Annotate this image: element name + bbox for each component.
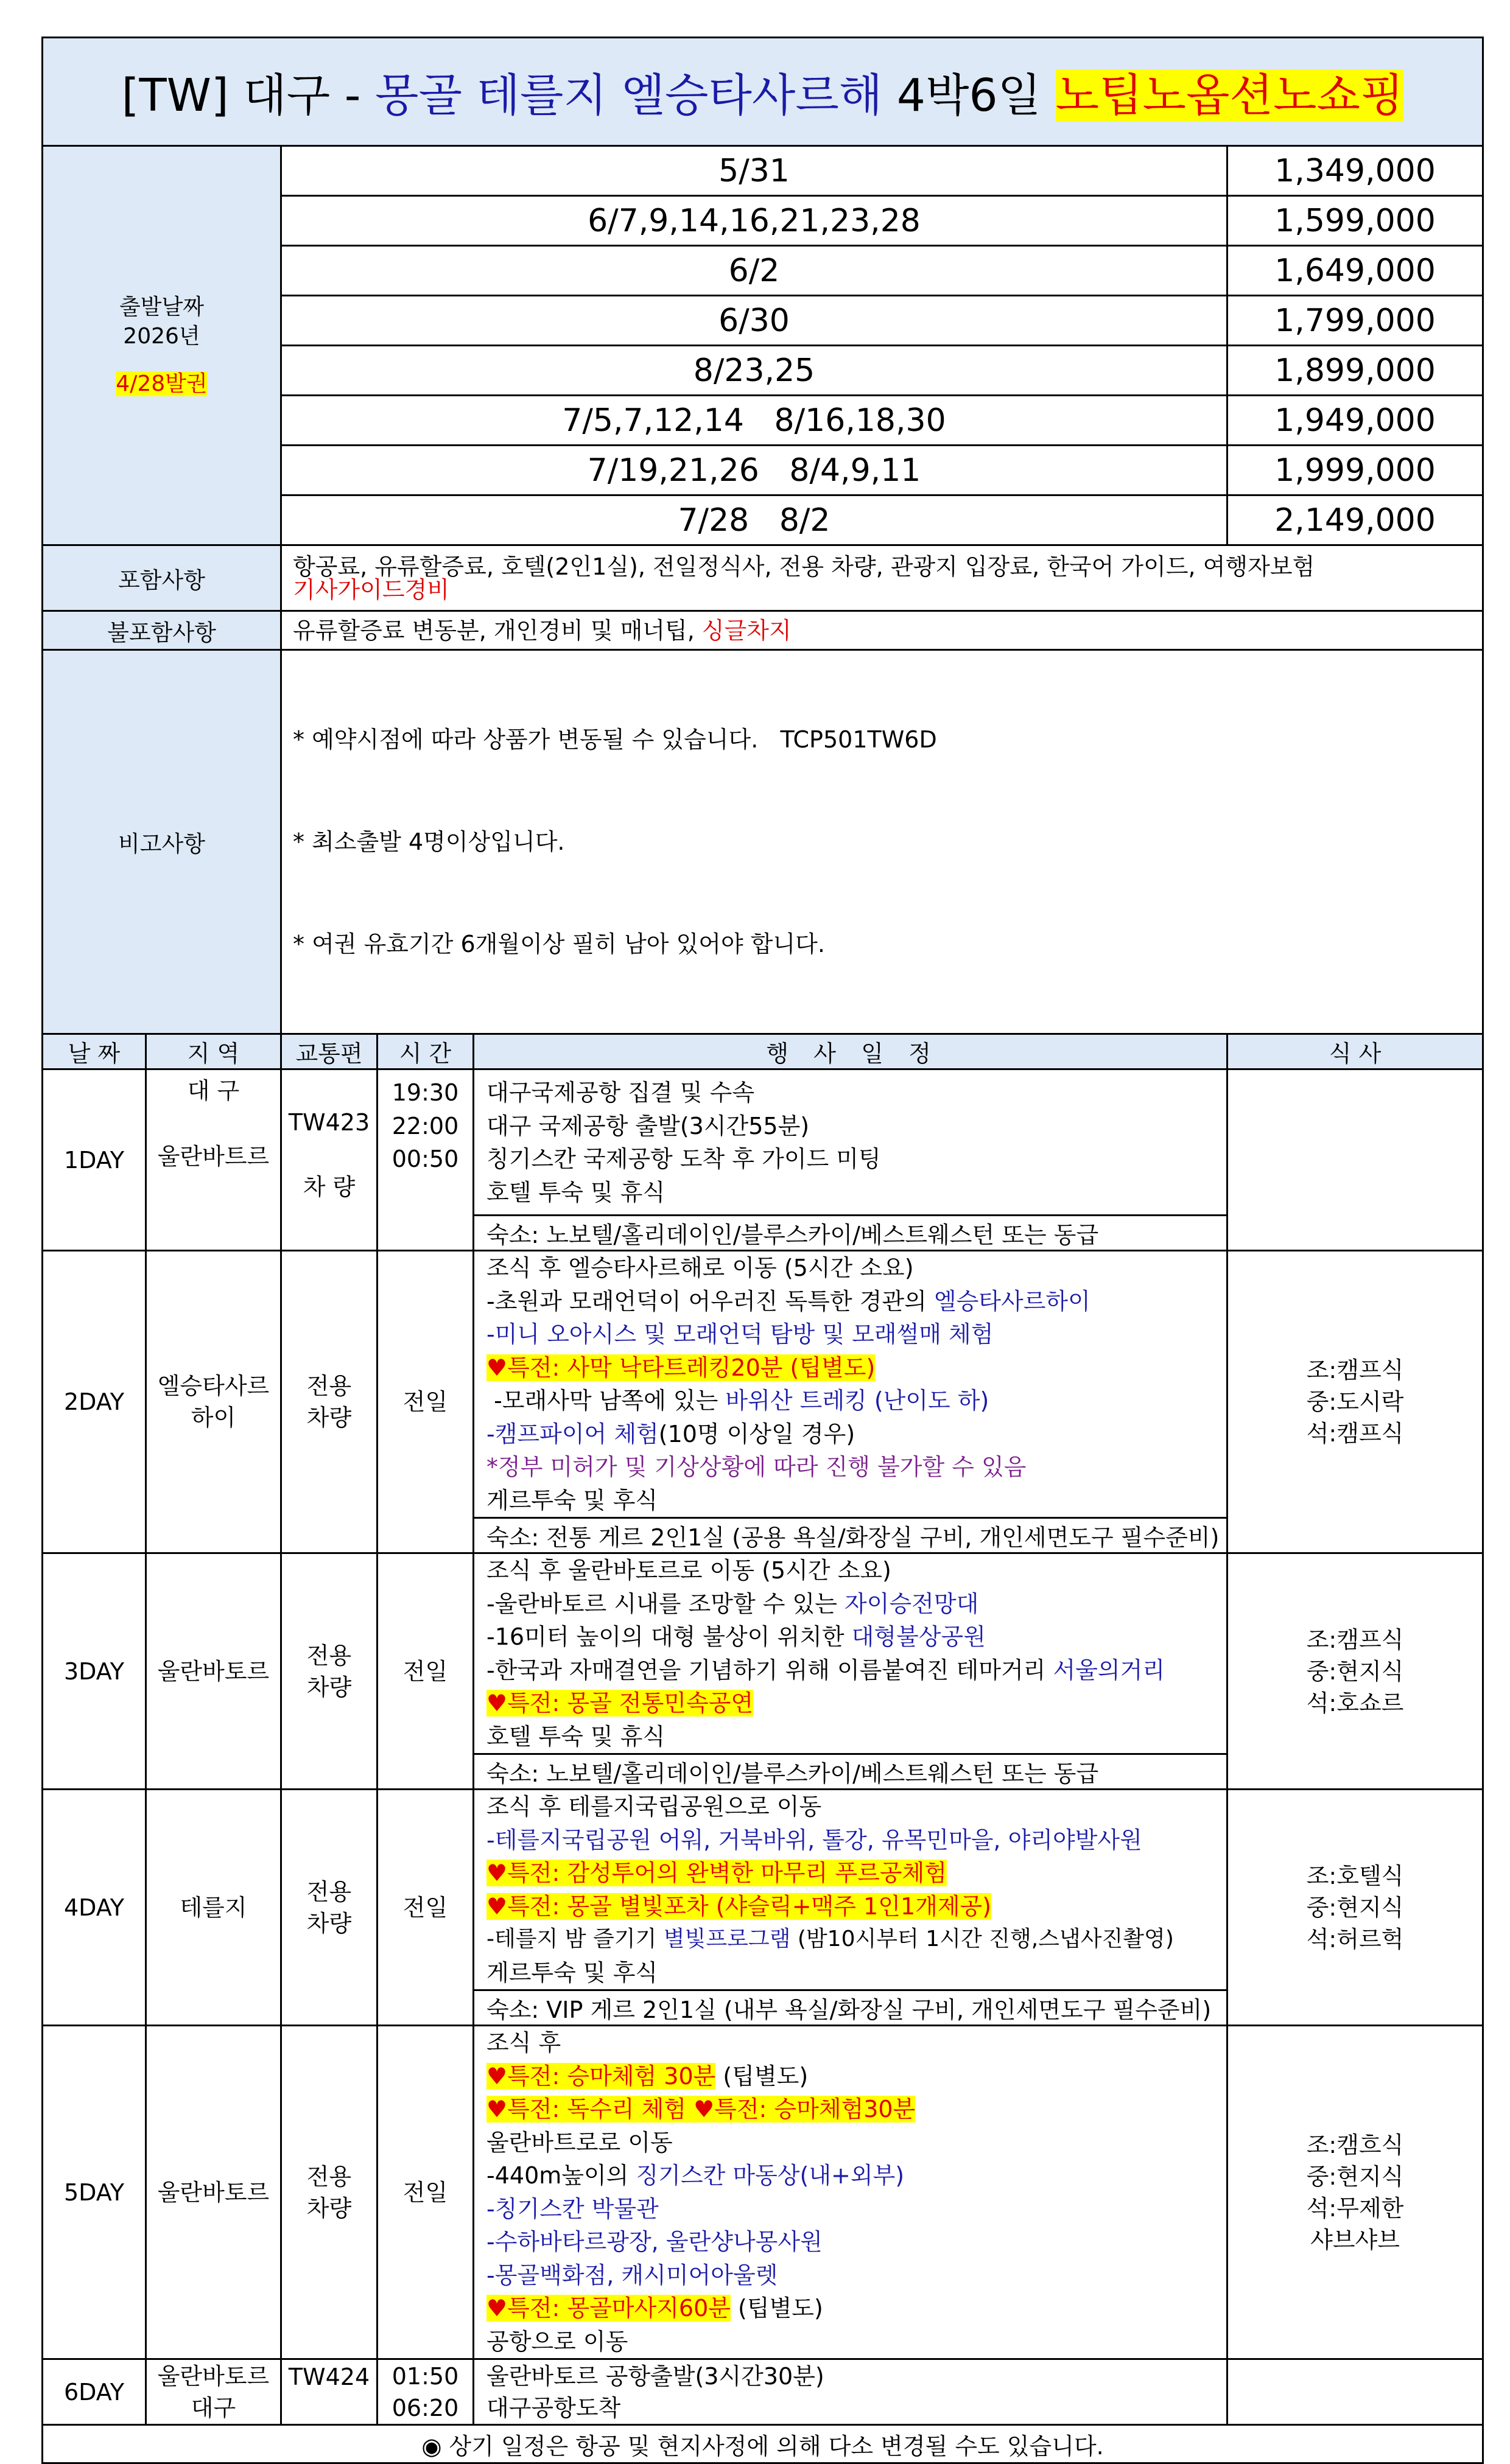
departure-price: 2,149,000 xyxy=(1227,495,1483,545)
day4-region: 테를지 xyxy=(146,1790,281,2026)
departure-price: 1,649,000 xyxy=(1227,246,1483,296)
schedule-line: 조식 후 테를지국립공원으로 이동 xyxy=(486,1793,822,1820)
departure-dates: 8/23,25 xyxy=(281,346,1227,396)
schedule-line: 공항으로 이동 xyxy=(486,2328,628,2355)
transport-type: 차 량 xyxy=(303,1174,356,1200)
attraction-name: 서울의거리 xyxy=(1053,1656,1165,1684)
note-line: * 예약시점에 따라 상품가 변동될 수 있습니다. TCP501TW6D xyxy=(293,726,937,753)
header-meals: 식 사 xyxy=(1227,1034,1483,1069)
schedule-line: 칭기스칸 국제공항 도착 후 가이드 미팅 xyxy=(486,1146,881,1172)
day1-transport xyxy=(281,1069,378,1251)
special-benefit: ♥특전: 몽골 전통민속공연 xyxy=(486,1690,754,1717)
itinerary-table xyxy=(41,37,1484,2464)
departure-price: 1,349,000 xyxy=(1227,146,1483,196)
meal-item: 석:무제한 xyxy=(1306,2194,1404,2222)
flight-number: TW423 xyxy=(288,1109,370,1136)
day4-meals xyxy=(1227,1790,1483,2026)
schedule-line: 울란바트로로 이동 xyxy=(486,2129,673,2156)
ticket-note: 4/28발권 xyxy=(116,371,208,396)
attraction-list: -테를지국립공원 어워, 거북바위, 톨강, 유목민마을, 야리야발사원 xyxy=(486,1826,1142,1853)
schedule-notice: *정부 미허가 및 기상상황에 따라 진행 불가할 수 있음 xyxy=(486,1454,1027,1480)
day6-row xyxy=(43,2359,1483,2425)
meal-item: 조:캠프식 xyxy=(1306,1357,1404,1384)
meal-item: 중:현지식 xyxy=(1306,1894,1404,1921)
included-value xyxy=(281,545,1483,611)
schedule-line: (밤10시부터 1시간 진행,스냅사진촬영) xyxy=(790,1927,1174,1951)
schedule-line: -한국과 자매결연을 기념하기 위해 이름붙여진 테마거리 xyxy=(486,1656,1053,1684)
header-region: 지 역 xyxy=(146,1034,281,1069)
schedule-line: (10명 이상일 경우) xyxy=(658,1420,855,1447)
schedule-line: 대구 국제공항 출발(3시간55분) xyxy=(486,1112,810,1139)
meal-item: 석:캠프식 xyxy=(1306,1420,1404,1447)
schedule-line: -울란바토르 시내를 조망할 수 있는 xyxy=(486,1590,845,1617)
schedule-line: -16미터 높이의 대형 불상이 위치한 xyxy=(486,1623,852,1650)
day4-row xyxy=(43,1790,1483,1990)
day4-time: 전일 xyxy=(378,1790,474,2026)
day6-schedule xyxy=(474,2359,1227,2425)
special-benefit: ♥특전: 몽골 별빛포차 (샤슬릭+맥주 1인1개제공) xyxy=(486,1892,992,1920)
day1-schedule xyxy=(474,1069,1227,1216)
day2-meals xyxy=(1227,1251,1483,1553)
included-text: 항공료, 유류할증료, 호텔(2인1실), 전일정식사, 전용 차량, 관광지 입장료, 한국어 가이드, 여행자보험 xyxy=(293,553,1315,580)
special-benefit: ♥특전: 감성투어의 완벽한 마무리 푸르공체험 xyxy=(486,1860,947,1886)
special-benefit: ♥특전: 사막 낙타트레킹20분 (팁별도) xyxy=(486,1354,876,1381)
day1-times xyxy=(378,1069,474,1251)
special-benefit: ♥특전: 승마체험 30분 xyxy=(486,2062,716,2090)
departure-price: 1,949,000 xyxy=(1227,396,1483,446)
schedule-line: 게르투숙 및 후식 xyxy=(486,1959,658,1986)
schedule-line: 울란바토르 공항출발(3시간30분) xyxy=(486,2362,824,2390)
schedule-line: -모래사막 남쪽에 있는 xyxy=(486,1387,726,1414)
departure-dates: 6/30 xyxy=(281,296,1227,346)
region-destination: 울란바트르 xyxy=(157,1143,270,1170)
header-schedule: 행 사 일 정 xyxy=(474,1034,1227,1069)
schedule-line: 조식 후 xyxy=(486,2029,561,2056)
day5-transport: 전용차량 xyxy=(281,2026,378,2359)
attraction-name: -칭기스칸 박물관 xyxy=(486,2195,659,2222)
itinerary-sheet xyxy=(41,37,1482,2464)
attraction-name: 엘승타사르하이 xyxy=(933,1287,1090,1315)
schedule-line: -테를지 밤 즐기기 xyxy=(486,1927,664,1951)
day3-region: 울란바토르 xyxy=(146,1553,281,1790)
day5-meals xyxy=(1227,2026,1483,2359)
time-value: 19:30 xyxy=(392,1079,459,1106)
day1-row xyxy=(43,1069,1483,1216)
departure-label xyxy=(43,146,281,545)
schedule-header-row xyxy=(43,1034,1483,1069)
excluded-label: 불포함사항 xyxy=(43,611,281,650)
attraction-name: 징기스칸 마동상(내+외부) xyxy=(636,2162,905,2189)
schedule-line: 조식 후 울란바토르로 이동 (5시간 소요) xyxy=(486,1557,891,1584)
day3-schedule xyxy=(474,1553,1227,1754)
time-value: 01:50 xyxy=(392,2362,459,2390)
title-route: 몽골 테를지 엘승타사르해 xyxy=(375,69,883,122)
title-prefix: [TW] 대구 - xyxy=(121,69,375,122)
day-label: 3DAY xyxy=(43,1553,146,1790)
attraction-name: 바위산 트레킹 (난이도 하) xyxy=(725,1387,989,1414)
meal-item: 샤브샤브 xyxy=(1310,2226,1400,2253)
day3-transport: 전용차량 xyxy=(281,1553,378,1790)
lodging-info: 숙소: VIP 게르 2인1실 (내부 욕실/화장실 구비, 개인세면도구 필수준비) xyxy=(474,1990,1227,2026)
day1-region xyxy=(146,1069,281,1251)
header-transport: 교통편 xyxy=(281,1034,378,1069)
day5-row xyxy=(43,2026,1483,2359)
meal-item: 석:허르헉 xyxy=(1306,1925,1404,1953)
lodging-info: 숙소: 노보텔/홀리데이인/블루스카이/베스트웨스턴 또는 동급 xyxy=(474,1216,1227,1251)
meal-item: 중:현지식 xyxy=(1306,1657,1404,1685)
schedule-line: 대구국제공항 집결 및 수속 xyxy=(486,1079,755,1106)
note-line: * 최소출발 4명이상입니다. xyxy=(293,828,565,855)
lodging-info: 숙소: 전통 게르 2인1실 (공용 욕실/화장실 구비, 개인세면도구 필수준비) xyxy=(474,1518,1227,1553)
header-time: 시 간 xyxy=(378,1034,474,1069)
day-label: 1DAY xyxy=(43,1069,146,1251)
excluded-value xyxy=(281,611,1483,650)
departure-dates: 6/7,9,14,16,21,23,28 xyxy=(281,196,1227,246)
day4-transport: 전용차량 xyxy=(281,1790,378,2026)
departure-price: 1,799,000 xyxy=(1227,296,1483,346)
schedule-line: -440m높이의 xyxy=(486,2162,636,2189)
meal-item: 조:캠프식 xyxy=(1306,1626,1404,1653)
departure-price: 1,599,000 xyxy=(1227,196,1483,246)
meal-item: 조:캠흐식 xyxy=(1306,2131,1404,2158)
day6-times xyxy=(378,2359,474,2425)
departure-price: 1,999,000 xyxy=(1227,446,1483,495)
schedule-line: 조식 후 엘승타사르해로 이동 (5시간 소요) xyxy=(486,1255,914,1281)
day4-schedule xyxy=(474,1790,1227,1990)
schedule-line: -초원과 모래언덕이 어우러진 독특한 경관의 xyxy=(486,1287,934,1315)
attraction-name: 별빛프로그램 xyxy=(663,1927,791,1951)
meal-item: 조:호텔식 xyxy=(1306,1862,1404,1889)
footer-notice: ◉ 상기 일정은 항공 및 현지사정에 의해 다소 변경될 수도 있습니다. xyxy=(43,2425,1483,2463)
departure-dates: 6/2 xyxy=(281,246,1227,296)
departure-dates: 7/19,21,26 8/4,9,11 xyxy=(281,446,1227,495)
day2-row xyxy=(43,1251,1483,1518)
day3-row xyxy=(43,1553,1483,1754)
schedule-line: (팁별도) xyxy=(715,2062,809,2090)
departure-price: 1,899,000 xyxy=(1227,346,1483,396)
meal-item: 중:도시락 xyxy=(1306,1388,1404,1415)
attraction-name: -수하바타르광장, 울란샹나몽사원 xyxy=(486,2228,823,2255)
schedule-line: 호텔 투숙 및 휴식 xyxy=(486,1178,665,1206)
region-destination: 대구 xyxy=(191,2394,236,2421)
region-origin: 울란바토르 xyxy=(157,2362,270,2390)
day-label: 5DAY xyxy=(43,2026,146,2359)
included-red-text: 기사가이드경비 xyxy=(293,576,449,603)
attraction-name: 자이승전망대 xyxy=(845,1590,979,1617)
day6-meals xyxy=(1227,2359,1483,2425)
notes-value xyxy=(281,650,1483,1034)
departure-label-line1: 출발날짜 xyxy=(119,294,205,320)
departure-dates: 7/5,7,12,14 8/16,18,30 xyxy=(281,396,1227,446)
day5-time: 전일 xyxy=(378,2026,474,2359)
excluded-red-text: 싱글차지 xyxy=(701,617,792,644)
excluded-text: 유류할증료 변동분, 개인경비 및 매너팁, xyxy=(293,617,702,644)
meal-item: 석:호쇼르 xyxy=(1306,1689,1404,1717)
time-value: 00:50 xyxy=(392,1146,459,1172)
day2-region: 엘승타사르하이 xyxy=(146,1251,281,1553)
departure-year: 2026년 xyxy=(123,323,200,349)
day-label: 2DAY xyxy=(43,1251,146,1553)
time-value: 22:00 xyxy=(392,1112,459,1139)
title-highlight-badge: 노팁노옵션노쇼핑 xyxy=(1055,69,1404,122)
note-line: * 여권 유효기간 6개월이상 필히 남아 있어야 합니다. xyxy=(293,931,825,957)
included-label: 포함사항 xyxy=(43,545,281,611)
day2-time: 전일 xyxy=(378,1251,474,1553)
departure-dates: 5/31 xyxy=(281,146,1227,196)
day2-transport: 전용차량 xyxy=(281,1251,378,1553)
day-label: 6DAY xyxy=(43,2359,146,2425)
title-duration: 4박6일 xyxy=(882,69,1056,122)
day5-schedule xyxy=(474,2026,1227,2359)
region-origin: 대 구 xyxy=(187,1077,240,1104)
day-label: 4DAY xyxy=(43,1790,146,2026)
schedule-line: 호텔 투숙 및 휴식 xyxy=(486,1723,665,1750)
lodging-info: 숙소: 노보텔/홀리데이인/블루스카이/베스트웨스턴 또는 동급 xyxy=(474,1754,1227,1790)
attraction-name: -몽골백화점, 캐시미어아울렛 xyxy=(486,2261,778,2289)
day3-meals xyxy=(1227,1553,1483,1790)
attraction-name: 대형불상공원 xyxy=(851,1623,986,1650)
time-value: 06:20 xyxy=(392,2394,459,2421)
flight-number: TW424 xyxy=(281,2359,378,2425)
schedule-line: -미니 오아시스 및 모래언덕 탐방 및 모래썰매 체험 xyxy=(486,1321,994,1348)
schedule-line: 게르투숙 및 후식 xyxy=(486,1486,658,1514)
departure-dates: 7/28 8/2 xyxy=(281,495,1227,545)
meal-item: 중:현지식 xyxy=(1306,2163,1404,2190)
day5-region: 울란바토르 xyxy=(146,2026,281,2359)
day3-time: 전일 xyxy=(378,1553,474,1790)
special-benefit: ♥특전: 몽골마사지60분 xyxy=(486,2295,731,2322)
page-title xyxy=(43,38,1483,146)
day6-region xyxy=(146,2359,281,2425)
day2-schedule xyxy=(474,1251,1227,1518)
schedule-line: 대구공항도착 xyxy=(486,2394,621,2421)
day1-meals xyxy=(1227,1069,1483,1251)
notes-label: 비고사항 xyxy=(43,650,281,1034)
header-day: 날 짜 xyxy=(43,1034,146,1069)
special-benefit: ♥특전: 독수리 체험 ♥특전: 승마체험30분 xyxy=(486,2096,916,2123)
attraction-name: -캠프파이어 체험 xyxy=(486,1420,659,1447)
schedule-line: (팁별도) xyxy=(730,2295,823,2322)
